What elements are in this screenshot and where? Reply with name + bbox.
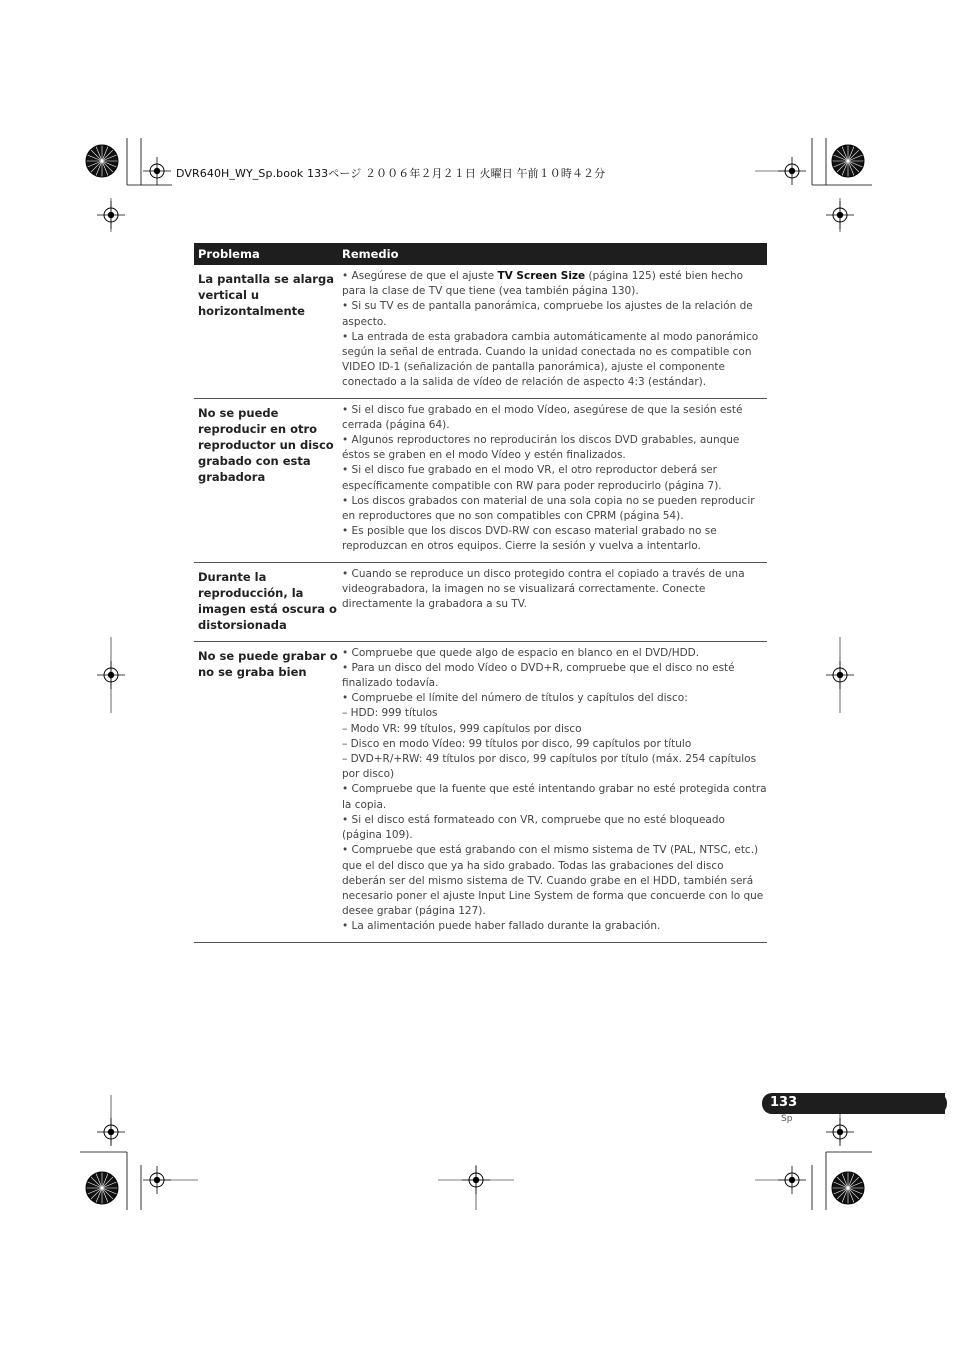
remedy-item: – Modo VR: 99 títulos, 999 capítulos por disco	[342, 722, 582, 735]
column-header-problem: Problema	[198, 247, 260, 261]
page-number: 133	[770, 1095, 798, 1110]
remedy-item: – HDD: 999 títulos	[342, 707, 438, 720]
problem-cell: No se puede grabar o no se graba bien	[198, 648, 338, 679]
column-header-remedy: Remedio	[342, 247, 399, 261]
problem-cell: No se puede reproducir en otro reproductor un disco grabado con esta grabadora	[198, 405, 334, 484]
registration-star-icon	[86, 1172, 118, 1204]
registration-star-icon	[86, 145, 118, 177]
troubleshooting-table	[194, 243, 767, 943]
remedy-item: • La alimentación puede haber fallado durante la grabación.	[342, 920, 661, 933]
table-row	[194, 642, 767, 943]
setting-name: TV Screen Size	[497, 270, 586, 282]
remedy-item: • Si el disco está formateado con VR, compruebe que no esté bloqueado (página 109).	[342, 813, 725, 842]
remedy-item: • Si el disco fue grabado en el modo Vídeo, asegúrese de que la sesión esté cerrada (página 64).	[342, 403, 743, 431]
remedy-item: • Si su TV es de pantalla panorámica, compruebe los ajustes de la relación de aspecto.	[342, 300, 753, 328]
remedy-item: • Compruebe que quede algo de espacio en blanco en el DVD/HDD.	[342, 646, 700, 659]
problem-cell: Durante la reproducción, la imagen está oscura o distorsionada	[198, 569, 337, 632]
remedy-cell	[342, 265, 767, 398]
remedy-item: – Disco en modo Vídeo: 99 títulos por disco, 99 capítulos por título	[342, 737, 692, 750]
registration-star-icon	[832, 145, 864, 177]
registration-target-icon	[143, 157, 171, 185]
remedy-item: • Para un disco del modo Vídeo o DVD+R, compruebe que el disco no esté finalizado todavía.	[342, 661, 735, 690]
table-row	[194, 399, 767, 563]
remedy-item: • Es posible que los discos DVD-RW con escaso material grabado no se reproduzcan en otros equipos. Cierre la sesión y vuelva a intentarlo.	[342, 525, 717, 553]
remedy-item: • La entrada de esta grabadora cambia automáticamente al modo panorámico según la señal de entrada. Cuando la unidad conectada no es compatible con VIDEO ID-1 (señalización de pantalla panorámica), ajuste el componente conectado a la salida de vídeo de relación de aspecto 4:3 (estándar).	[342, 330, 759, 389]
remedy-item: • Los discos grabados con material de una sola copia no se pueden reproducir en reproductores que no son compatibles con CPRM (página 54).	[342, 494, 755, 523]
remedy-item: • Asegúrese de que el ajuste TV Screen Size (página 125) esté bien hecho para la clase de TV que tiene (vea también página 130).	[342, 270, 744, 298]
remedy-item: • Si el disco fue grabado en el modo VR, el otro reproductor deberá ser específicamente compatible con RW para poder reproducirlo (página 7).	[342, 464, 722, 492]
table-row	[194, 563, 767, 642]
remedy-item: • Compruebe que la fuente que esté intentando grabar no esté protegida contra la copia.	[342, 783, 767, 811]
table-header	[194, 243, 767, 265]
remedy-item: • Compruebe el límite del número de títulos y capítulos del disco:	[342, 692, 688, 705]
remedy-item: • Algunos reproductores no reproducirán los discos DVD grabables, aunque éstos se graben en el modo Vídeo y estén finalizados.	[342, 434, 740, 462]
problem-cell: La pantalla se alarga vertical u horizontalmente	[198, 272, 334, 318]
registration-star-icon	[832, 1172, 864, 1204]
remedy-cell	[342, 563, 767, 641]
remedy-item: – DVD+R/+RW: 49 títulos por disco, 99 capítulos por título (máx. 254 capítulos por disco)	[342, 753, 757, 781]
book-info-header: DVR640H_WY_Sp.book 133ページ ２００６年２月２１日 火曜日 午前１０時４２分	[176, 167, 606, 180]
remedy-cell	[342, 642, 767, 942]
remedy-item: • Compruebe que está grabando con el mismo sistema de TV (PAL, NTSC, etc.) que el del disco que ya ha sido grabado. Todas las grabaciones del disco deberán ser del mismo sistema de TV. Cuando grabe en el HDD, también será necesario poner el ajuste Input Line System de forma que concuerde con lo que desee grabar (página 127).	[342, 844, 764, 918]
remedy-cell	[342, 399, 767, 562]
page-language: Sp	[781, 1114, 793, 1124]
remedy-item: • Cuando se reproduce un disco protegido contra el copiado a través de una videograbadora, la imagen no se visualizará correctamente. Conecte directamente la grabadora a su TV.	[342, 567, 745, 611]
table-row	[194, 265, 767, 399]
